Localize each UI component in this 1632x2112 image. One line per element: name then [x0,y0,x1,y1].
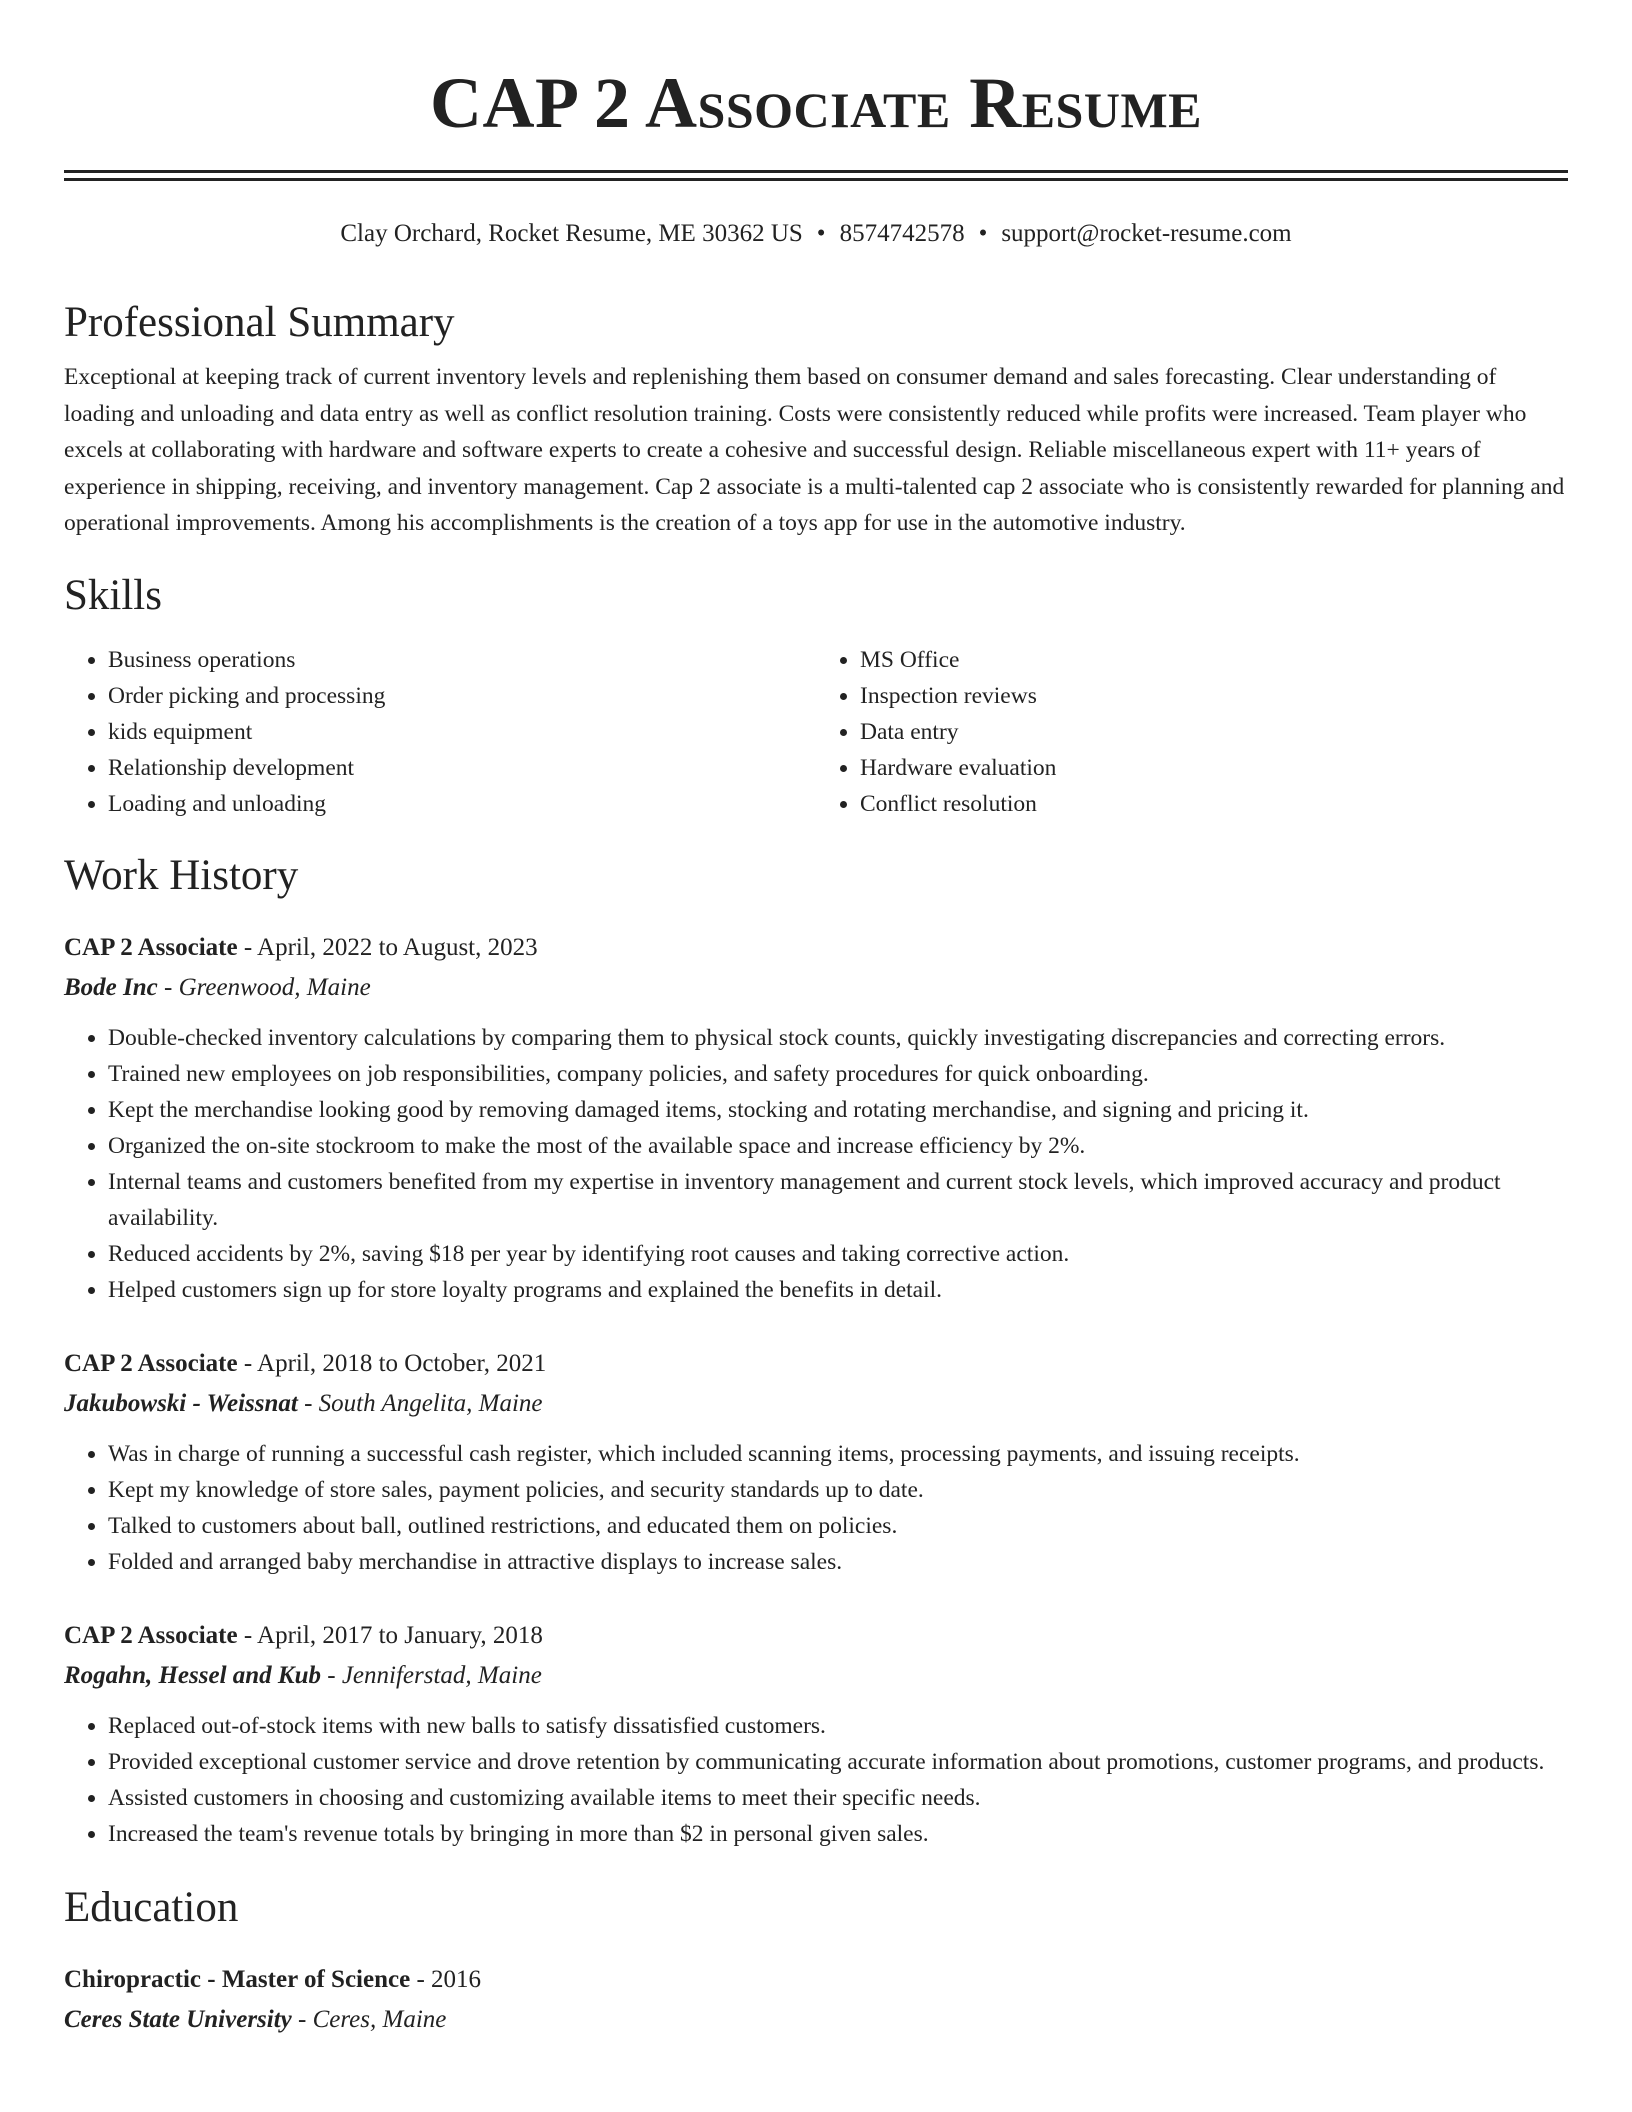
job-duty: • Helped customers sign up for store loyalty programs and explained the benefits in detail. [108,1272,1568,1308]
job-duties [64,1020,1568,1308]
contact-email: support@rocket-resume.com [1001,220,1292,247]
job-employer [64,1384,1568,1424]
skill-item: • Inspection reviews [860,678,1568,714]
skills-column-right [816,642,1568,822]
summary-text: Exceptional at keeping track of current inventory levels and replenishing them based on consumer demand and sales forecasting. Clear understanding of loading and unloading and data entry as well as conflict resolution training. Costs were consistently reduced while profits were increased. Team player who excels at collaborating with hardware and software experts to create a cohesive and successful design. Reliable miscellaneous expert with 11+ years of experience in shipping, receiving, and inventory management. Cap 2 associate is a multi-talented cap 2 associate who is consistently rewarded for planning and operational improvements. Among his accomplishments is the creation of a toys app for use in the automotive industry. [64,364,1565,536]
contact-phone: 8574742578 [839,220,965,247]
skill-item: • MS Office [860,642,1568,678]
skill-item: • Business operations [108,642,816,678]
job-title: CAP 2 Associate [64,1621,238,1649]
job-duty: • Assisted customers in choosing and customizing available items to meet their specific needs. [108,1780,1568,1816]
job-dates: - April, 2017 to January, 2018 [237,1621,543,1649]
contact-address: Clay Orchard, Rocket Resume, ME 30362 US [340,220,803,247]
contact-separator: • [816,220,826,247]
skill-item: • kids equipment [108,714,816,750]
job-dates: - April, 2018 to October, 2021 [237,1349,547,1377]
education-heading: Education [64,1883,239,1931]
job-entry [64,928,1568,1308]
job-duty: • Kept my knowledge of store sales, payment policies, and security standards up to date. [108,1472,1568,1508]
skill-item: • Relationship development [108,750,816,786]
job-duties [64,1436,1568,1580]
contact-line [64,217,1568,251]
job-employer [64,1656,1568,1696]
job-duties [64,1708,1568,1852]
skill-item: • Hardware evaluation [860,750,1568,786]
job-company: Rogahn, Hessel and Kub [64,1661,322,1689]
education-entry [64,1960,1568,2040]
job-duty: • Trained new employees on job responsibilities, company policies, and safety procedures for quick onboarding. [108,1056,1568,1092]
job-location: - Greenwood, Maine [157,973,371,1001]
job-header [64,1344,1568,1384]
job-duty: • Folded and arranged baby merchandise in attractive displays to increase sales. [108,1544,1568,1580]
job-location: - South Angelita, Maine [297,1389,543,1417]
education-year: - 2016 [410,1965,482,1993]
skills-heading: Skills [64,571,162,619]
job-duty: • Kept the merchandise looking good by removing damaged items, stocking and rotating merchandise, and signing and pricing it. [108,1092,1568,1128]
job-duty: • Internal teams and customers benefited from my expertise in inventory management and current stock levels, which improved accuracy and product availability. [108,1164,1568,1236]
skill-item: • Loading and unloading [108,786,816,822]
job-duty: • Increased the team's revenue totals by bringing in more than $2 in personal given sales. [108,1816,1568,1852]
job-duty: • Reduced accidents by 2%, saving $18 per year by identifying root causes and taking corrective action. [108,1236,1568,1272]
skill-item: • Conflict resolution [860,786,1568,822]
work-history-heading: Work History [64,851,299,899]
job-employer [64,968,1568,1008]
job-duty: • Provided exceptional customer service and drove retention by communicating accurate information about promotions, customer programs, and products. [108,1744,1568,1780]
job-title: CAP 2 Associate [64,1349,238,1377]
summary-heading: Professional Summary [64,299,455,346]
title-double-rule [64,170,1568,181]
skills-list [64,642,1568,822]
education-school-line [64,2000,1568,2040]
job-location: - Jenniferstad, Maine [321,1661,542,1689]
skill-item: • Order picking and processing [108,678,816,714]
job-header [64,1616,1568,1656]
job-title: CAP 2 Associate [64,933,238,961]
education-school: Ceres State University [64,2005,292,2033]
job-entry [64,1616,1568,1852]
job-duty: • Double-checked inventory calculations by comparing them to physical stock counts, quickly investigating discrepancies and correcting errors. [108,1020,1568,1056]
education-degree: Chiropractic - Master of Science [64,1965,411,1993]
job-duty: • Was in charge of running a successful cash register, which included scanning items, processing payments, and issuing receipts. [108,1436,1568,1472]
job-header [64,928,1568,968]
job-duty: • Replaced out-of-stock items with new balls to satisfy dissatisfied customers. [108,1708,1568,1744]
skill-item: • Data entry [860,714,1568,750]
skills-column-left [64,642,816,822]
job-dates: - April, 2022 to August, 2023 [237,933,538,961]
page-title: CAP 2 Associate Resume [430,63,1202,143]
education-degree-line [64,1960,1568,2000]
contact-separator: • [978,220,988,247]
job-entry [64,1344,1568,1580]
job-duty: • Organized the on-site stockroom to make the most of the available space and increase efficiency by 2%. [108,1128,1568,1164]
job-duty: • Talked to customers about ball, outlined restrictions, and educated them on policies. [108,1508,1568,1544]
job-company: Bode Inc [64,973,158,1001]
education-location: - Ceres, Maine [291,2005,447,2033]
job-company: Jakubowski - Weissnat [64,1389,298,1417]
